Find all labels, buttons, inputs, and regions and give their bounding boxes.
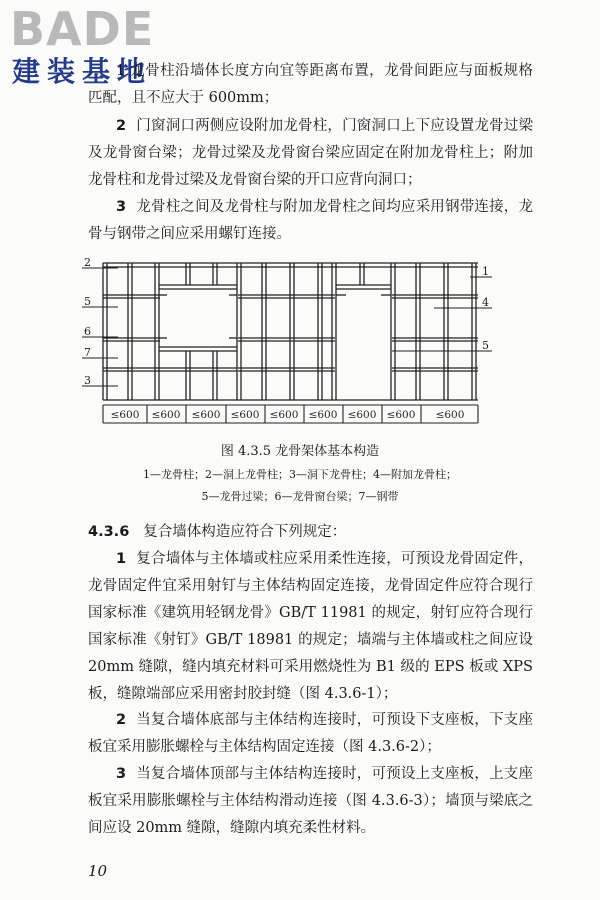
item-1-text: 1 龙骨柱沿墙体长度方向宜等距离布置，龙骨间距应与面板规格匹配，且不应大于 600mm；	[88, 63, 533, 106]
door-opening	[336, 263, 391, 295]
section-item-3-text: 当复合墙体顶部与主体结构连接时，可预设上支座板，上支座板宜采用膨胀螺栓与主体结构滑动连接（图 4.3.6-3）；墙顶与梁底之间应设 20mm 缝隙，缝隙内填充柔性材料。	[88, 766, 533, 836]
label-left-2: 2	[84, 256, 91, 269]
item-3	[88, 194, 533, 248]
section-item-3-number: 3	[116, 766, 127, 782]
keel-frame-diagram	[0, 255, 600, 440]
logo-brand: BADE	[10, 2, 155, 56]
section-item-2-number: 2	[116, 712, 127, 728]
label-right-5: 5	[482, 339, 489, 352]
section-heading	[88, 520, 346, 541]
spacing-label: ≤600	[269, 409, 299, 421]
section-item-1-number: 1	[116, 551, 127, 567]
label-left-5: 5	[84, 295, 91, 308]
spacing-label: ≤600	[347, 409, 377, 421]
spacing-label: ≤600	[308, 409, 338, 421]
spacing-label: ≤600	[191, 409, 221, 421]
section-item-3	[88, 761, 533, 842]
label-left-3: 3	[84, 374, 91, 387]
section-item-2-text: 当复合墙体底部与主体结构连接时，可预设下支座板，下支座板宜采用膨胀螺栓与主体结构固定连接（图 4.3.6-2）；	[88, 712, 533, 755]
item-3-text: 龙骨柱之间及龙骨柱与附加龙骨柱之间均应采用钢带连接，龙骨与钢带之间应采用螺钉连接。	[88, 199, 533, 242]
label-right-4: 4	[482, 296, 489, 309]
spacing-label: ≤600	[386, 409, 416, 421]
item-3-number: 3	[116, 199, 127, 215]
spacing-label: ≤600	[230, 409, 260, 421]
spacing-label: ≤600	[151, 409, 181, 421]
logo-subtitle: 建装基地	[12, 55, 153, 88]
section-title: 复合墙体构造应符合下列规定：	[143, 524, 347, 540]
spacing-label: ≤600	[435, 409, 465, 421]
figure-legend-line-1: 1—龙骨柱；2—洞上龙骨柱；3—洞下龙骨柱；4—附加龙骨柱；	[143, 468, 457, 481]
figure-legend-line-2: 5—龙骨过梁；6—龙骨窗台梁；7—钢带	[201, 490, 399, 503]
section-item-1-text: 复合墙体与主体墙或柱应采用柔性连接，可预设龙骨固定件，龙骨固定件宜采用射钉与主体结构固定连接，龙骨固定件应符合现行国家标准《建筑用轻钢龙骨》GB/T 11981 的规定，射钉应符合现行国家标准《射钉》GB/T 18981 的规定；墙端与主体墙或柱之间应设 20mm 缝隙，缝内填充材料可采用燃烧性为 B1 级的 EPS 板或 XPS 板，缝隙端部应采用密封胶封缝（图 4.3.6-1）；	[88, 551, 533, 702]
figure-title: 图 4.3.5 龙骨架体基本构造	[220, 444, 380, 459]
item-2-text: 门窗洞口两侧应设附加龙骨柱，门窗洞口上下应设置龙骨过梁及龙骨窗台梁；龙骨过梁及龙骨窗台梁应固定在附加龙骨柱上；附加龙骨柱和龙骨过梁及龙骨窗台梁的开口应背向洞口；	[88, 118, 533, 188]
section-number: 4.3.6	[88, 524, 130, 540]
section-item-1	[88, 546, 533, 708]
spacing-label: ≤600	[110, 409, 140, 421]
item-2-number: 2	[116, 118, 127, 134]
label-left-7: 7	[84, 346, 91, 359]
window-opening	[159, 263, 237, 400]
label-right-1: 1	[482, 265, 489, 278]
section-item-2	[88, 707, 533, 761]
item-2	[88, 113, 533, 194]
label-left-6: 6	[84, 325, 91, 338]
page-number: 10	[88, 862, 108, 880]
keel-studs	[103, 263, 476, 400]
